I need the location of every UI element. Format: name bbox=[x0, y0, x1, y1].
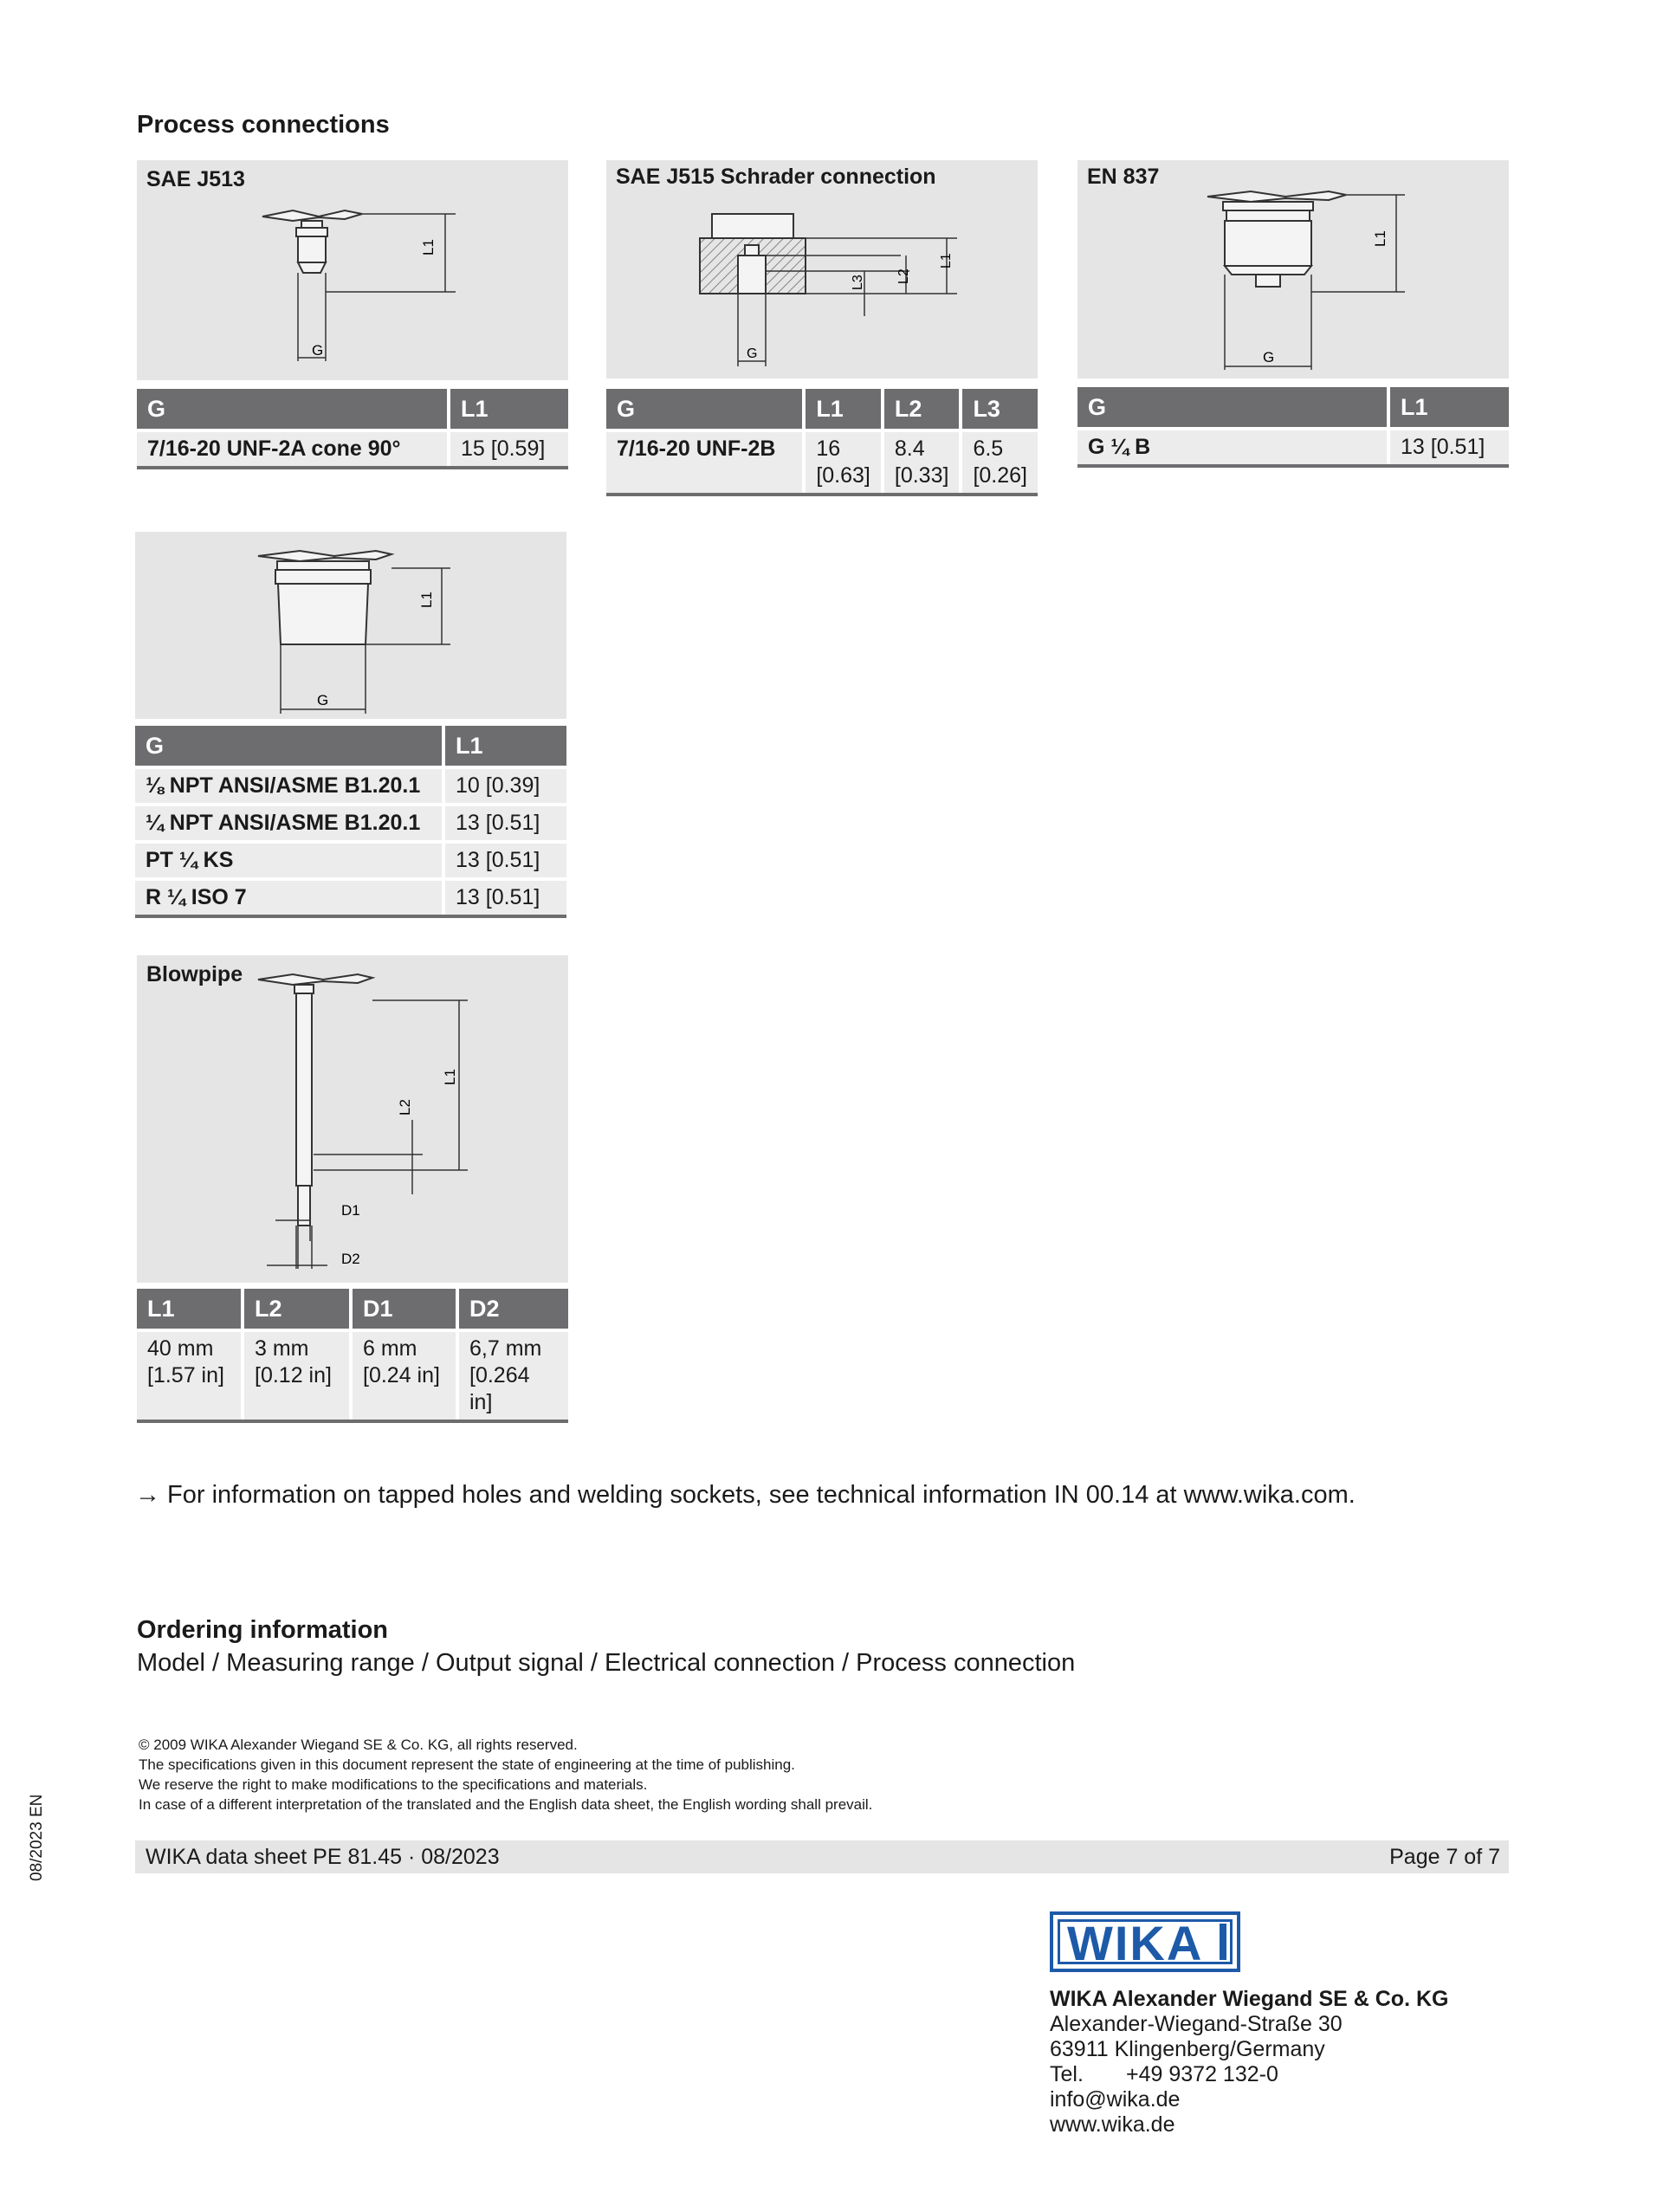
table-cell: 13 [0.51] bbox=[443, 842, 566, 879]
sae-j513-diagram bbox=[137, 160, 568, 380]
en-837-g-label: G bbox=[1263, 349, 1275, 365]
legal-line: The specifications given in this document represent the state of engineering at the time of publishing. bbox=[139, 1756, 795, 1773]
table-cell: 6 mm [0.24 in] bbox=[351, 1330, 457, 1421]
address-tel-label: Tel. bbox=[1050, 2062, 1084, 2086]
table-header: L2 bbox=[883, 389, 961, 430]
legal-line: © 2009 WIKA Alexander Wiegand SE & Co. KG, all rights reserved. bbox=[139, 1737, 578, 1753]
sae-j513-l1-label: L1 bbox=[420, 239, 437, 255]
info-note: → For information on tapped holes and welding sockets, see technical information IN 00.14 at www.wika.com. bbox=[135, 1481, 1356, 1509]
npt-drawing bbox=[135, 532, 566, 719]
sae-j515-l2-label: L2 bbox=[896, 268, 911, 284]
table-cell: 6.5 [0.26] bbox=[961, 430, 1038, 495]
table-cell: ⅛ NPT ANSI/ASME B1.20.1 bbox=[135, 767, 443, 805]
blowpipe-drawing bbox=[137, 955, 568, 1283]
footer-datasheet: WIKA data sheet PE 81.45 · 08/2023 bbox=[146, 1845, 500, 1869]
table-cell: 3 mm [0.12 in] bbox=[243, 1330, 351, 1421]
sae-j513-drawing bbox=[137, 160, 568, 380]
table-cell: 15 [0.59] bbox=[449, 430, 568, 468]
blowpipe-diagram bbox=[137, 955, 568, 1283]
sae-j515-drawing bbox=[606, 160, 1038, 378]
table-header: G bbox=[1077, 387, 1388, 429]
npt-diagram bbox=[135, 532, 566, 719]
table-cell: 7/16-20 UNF-2B bbox=[606, 430, 804, 495]
table-header: L3 bbox=[961, 389, 1038, 430]
table-cell: ¼ NPT ANSI/ASME B1.20.1 bbox=[135, 805, 443, 842]
table-cell: 13 [0.51] bbox=[443, 805, 566, 842]
blowpipe-d2-label: D2 bbox=[341, 1251, 360, 1267]
npt-g-label: G bbox=[317, 692, 329, 708]
address-tel-row bbox=[1050, 2062, 1448, 2087]
en-837-diagram bbox=[1077, 160, 1509, 378]
wika-logo bbox=[1050, 1911, 1240, 1972]
table-header: D1 bbox=[351, 1289, 457, 1330]
footer-bar bbox=[135, 1840, 1509, 1873]
sae-j515-g-label: G bbox=[747, 346, 758, 361]
blowpipe-title: Blowpipe bbox=[146, 962, 243, 986]
table-cell: 40 mm [1.57 in] bbox=[137, 1330, 243, 1421]
table-row bbox=[135, 842, 566, 879]
table-header: G bbox=[606, 389, 804, 430]
table-cell: G ¼ B bbox=[1077, 429, 1388, 466]
table-header: L1 bbox=[1388, 387, 1509, 429]
table-header: G bbox=[135, 726, 443, 767]
table-header: L1 bbox=[449, 389, 568, 430]
table-cell: R ¼ ISO 7 bbox=[135, 879, 443, 916]
table-cell: 16 [0.63] bbox=[804, 430, 883, 495]
address-company: WIKA Alexander Wiegand SE & Co. KG bbox=[1050, 1987, 1449, 2011]
table-row bbox=[137, 1330, 568, 1421]
sae-j513-g-label: G bbox=[312, 342, 324, 359]
en-837-table bbox=[1077, 387, 1509, 468]
table-header: L1 bbox=[137, 1289, 243, 1330]
blowpipe-d1-label: D1 bbox=[341, 1202, 360, 1219]
table-header: L1 bbox=[804, 389, 883, 430]
footer-page: Page 7 of 7 bbox=[1389, 1845, 1500, 1869]
table-header: L1 bbox=[443, 726, 566, 767]
en-837-title: EN 837 bbox=[1087, 165, 1160, 189]
legal-notice bbox=[139, 1735, 872, 1814]
table-row bbox=[135, 805, 566, 842]
address-tel: +49 9372 132-0 bbox=[1126, 2062, 1278, 2086]
sae-j515-title: SAE J515 Schrader connection bbox=[616, 165, 936, 189]
sae-j513-title: SAE J513 bbox=[146, 167, 245, 191]
sae-j515-diagram bbox=[606, 160, 1038, 378]
table-cell: 10 [0.39] bbox=[443, 767, 566, 805]
table-header: D2 bbox=[457, 1289, 568, 1330]
address-web[interactable]: www.wika.de bbox=[1050, 2112, 1175, 2137]
legal-line: In case of a different interpretation of the translated and the English data sheet, the English wording shall prevail. bbox=[139, 1796, 873, 1813]
table-row bbox=[137, 430, 568, 468]
legal-line: We reserve the right to make modifications to the specifications and materials. bbox=[139, 1776, 648, 1793]
address-street: Alexander-Wiegand-Straße 30 bbox=[1050, 2012, 1343, 2036]
sae-j515-l3-label: L3 bbox=[851, 275, 865, 290]
table-row bbox=[135, 767, 566, 805]
en-837-l1-label: L1 bbox=[1372, 230, 1388, 247]
table-cell: 6,7 mm [0.264 in] bbox=[457, 1330, 568, 1421]
blowpipe-table bbox=[137, 1289, 568, 1423]
table-cell: 7/16-20 UNF-2A cone 90° bbox=[137, 430, 449, 468]
sae-j515-l1-label: L1 bbox=[939, 253, 954, 268]
table-cell: 13 [0.51] bbox=[1388, 429, 1509, 466]
address-email[interactable]: info@wika.de bbox=[1050, 2087, 1181, 2112]
address-block bbox=[1050, 1987, 1448, 2138]
table-header: L2 bbox=[243, 1289, 351, 1330]
wika-logo-text: WIKA bbox=[1067, 1916, 1204, 1970]
table-cell: PT ¼ KS bbox=[135, 842, 443, 879]
address-city: 63911 Klingenberg/Germany bbox=[1050, 2037, 1325, 2061]
blowpipe-l1-label: L1 bbox=[442, 1069, 458, 1085]
table-cell: 8.4 [0.33] bbox=[883, 430, 961, 495]
table-row bbox=[1077, 429, 1509, 466]
table-row bbox=[135, 879, 566, 916]
section-title: Process connections bbox=[137, 111, 390, 139]
en-837-drawing bbox=[1077, 160, 1509, 378]
side-label: 08/2023 EN bbox=[28, 1794, 46, 1881]
ordering-title: Ordering information bbox=[137, 1616, 388, 1644]
sae-j513-table bbox=[137, 389, 568, 469]
table-row bbox=[606, 430, 1038, 495]
npt-l1-label: L1 bbox=[418, 592, 435, 608]
blowpipe-l2-label: L2 bbox=[397, 1099, 413, 1116]
ordering-text: Model / Measuring range / Output signal / Electrical connection / Process connection bbox=[137, 1649, 1076, 1677]
npt-table bbox=[135, 726, 566, 918]
table-cell: 13 [0.51] bbox=[443, 879, 566, 916]
sae-j515-table bbox=[606, 389, 1038, 496]
table-header: G bbox=[137, 389, 449, 430]
